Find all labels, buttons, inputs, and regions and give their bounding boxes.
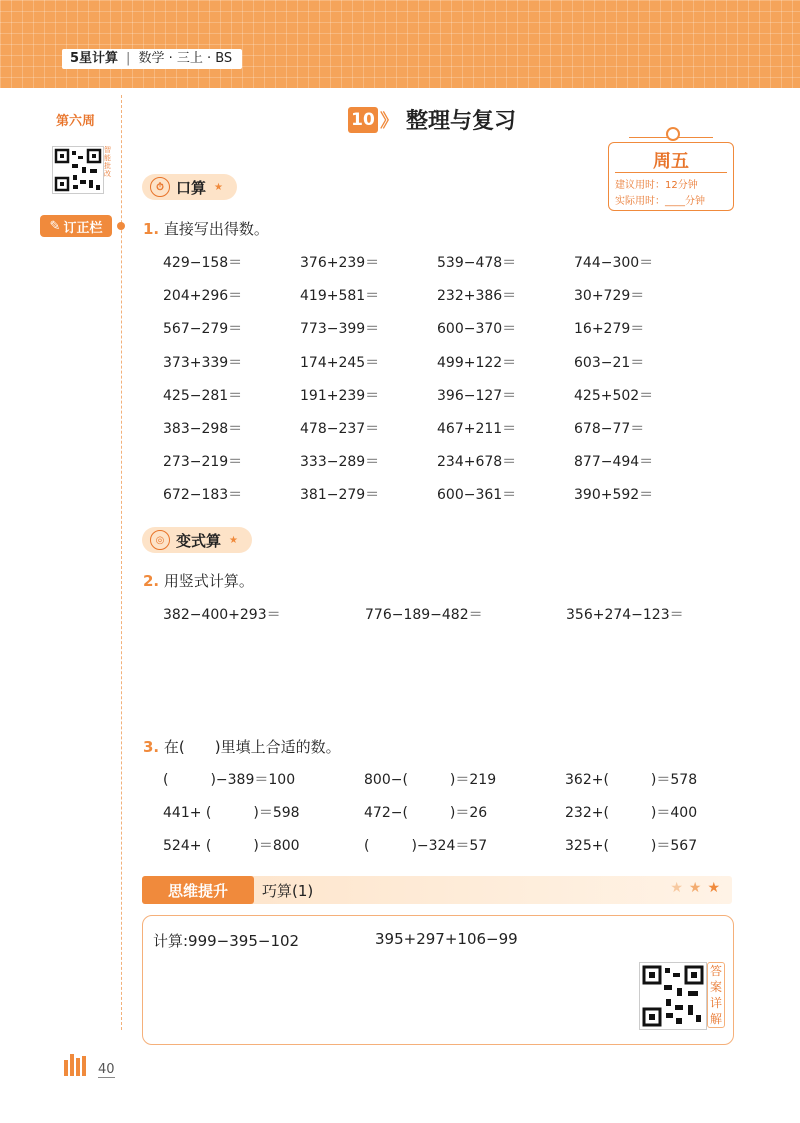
star-icon: ★ <box>214 181 223 193</box>
oral-calc-item: 478−237＝ <box>300 421 380 437</box>
thinking-box <box>142 915 734 1045</box>
thinking-tag: 思维提升 <box>142 876 254 904</box>
oral-calc-item: 383−298＝ <box>163 421 243 437</box>
day-name: 周五 <box>653 151 689 172</box>
fill-blank-item[interactable]: ( )−324＝57 <box>364 838 488 854</box>
question-1-text: 直接写出得数。 <box>163 220 269 238</box>
hanger-pin-icon <box>666 127 680 141</box>
series-name: 5星计算 <box>70 51 119 66</box>
day-card-divider <box>615 172 727 173</box>
question-2-text: 用竖式计算。 <box>163 572 254 590</box>
stopwatch-icon: ⏱ <box>150 177 170 197</box>
oral-calc-item: 174+245＝ <box>300 354 380 371</box>
section-oral <box>142 174 237 200</box>
answer-label: 答案详解 <box>707 962 725 1028</box>
fill-blank-item[interactable]: 325+( )＝567 <box>565 838 698 854</box>
question-2-number: 2. <box>143 572 160 590</box>
oral-calc-item: 191+239＝ <box>300 387 380 404</box>
page-number: 40 <box>98 1062 115 1077</box>
fill-blank-item[interactable]: ( )−389＝100 <box>163 772 296 788</box>
thinking-problem-2: 395+297+106−99 <box>375 930 518 948</box>
suggested-time: 建议用时：12分钟 <box>615 180 698 191</box>
question-3-text: 在( )里填上合适的数。 <box>163 738 341 756</box>
pencil-icon: ✎ <box>49 218 61 234</box>
subject-label: 数学 · 三上 · BS <box>138 51 233 66</box>
question-2 <box>143 570 254 591</box>
thinking-problem-1: 计算:999−395−102 <box>153 932 300 950</box>
oral-calc-item: 429−158＝ <box>163 255 243 271</box>
day-card <box>608 142 734 211</box>
question-1-number: 1. <box>143 220 160 238</box>
target-icon: ◎ <box>150 530 170 550</box>
star-icon: ★ <box>229 534 238 546</box>
thinking-header <box>142 876 732 904</box>
oral-calc-item: 333−289＝ <box>300 454 380 471</box>
header-separator: | <box>126 51 131 66</box>
oral-calc-item: 234+678＝ <box>437 454 517 471</box>
fill-blank-item[interactable]: 232+( )＝400 <box>565 805 698 821</box>
vertical-calc-item: 382−400+293＝ <box>163 607 281 623</box>
oral-calc-item: 273−219＝ <box>163 454 243 471</box>
oral-calc-item: 600−361＝ <box>437 487 517 504</box>
lesson-title-text: 整理与复习 <box>406 109 517 134</box>
fill-blank-item[interactable]: 441+ ( )＝598 <box>163 805 300 821</box>
oral-calc-item: 744−300＝ <box>574 255 654 271</box>
difficulty-stars-icon: ★★★ <box>670 880 726 896</box>
question-1 <box>143 218 269 239</box>
oral-calc-item: 390+592＝ <box>574 487 654 504</box>
oral-calc-item: 30+729＝ <box>574 288 645 305</box>
margin-dot <box>117 222 125 230</box>
oral-calc-item: 672−183＝ <box>163 487 243 504</box>
margin-divider <box>121 95 122 1030</box>
question-3-number: 3. <box>143 738 160 756</box>
question-3 <box>143 736 341 757</box>
fill-blank-item[interactable]: 524+ ( )＝800 <box>163 838 300 854</box>
lesson-number: 10 <box>348 107 378 133</box>
oral-calc-item: 773−399＝ <box>300 321 380 338</box>
correction-tag <box>40 215 112 237</box>
oral-calc-item: 425−281＝ <box>163 387 243 404</box>
oral-calc-item: 16+279＝ <box>574 321 645 338</box>
vertical-calc-item: 776−189−482＝ <box>365 607 483 623</box>
header-band <box>0 0 800 88</box>
lesson-title <box>348 104 516 135</box>
oral-calc-item: 600−370＝ <box>437 321 517 338</box>
correction-label: 订正栏 <box>63 220 103 236</box>
oral-calc-item: 603−21＝ <box>574 354 645 371</box>
oral-calc-item: 204+296＝ <box>163 288 243 305</box>
oral-calc-item: 539−478＝ <box>437 255 517 271</box>
section-variant-label: 变式算 <box>176 531 222 550</box>
oral-calc-item: 467+211＝ <box>437 421 517 437</box>
oral-calc-item: 419+581＝ <box>300 288 380 305</box>
week-label: 第六周 <box>56 114 96 129</box>
fill-blank-item[interactable]: 800−( )＝219 <box>364 772 497 788</box>
oral-calc-item: 376+239＝ <box>300 255 380 271</box>
fill-blank-item[interactable]: 472−( )＝26 <box>364 805 488 821</box>
oral-calc-item: 232+386＝ <box>437 288 517 305</box>
oral-calc-item: 678−77＝ <box>574 421 645 437</box>
oral-calc-item: 499+122＝ <box>437 354 517 371</box>
thinking-topic: 巧算(1) <box>262 882 314 900</box>
answer-qr-icon[interactable] <box>639 962 707 1030</box>
section-oral-label: 口算 <box>176 178 207 197</box>
book-stack-icon <box>64 1054 86 1076</box>
oral-calc-item: 396−127＝ <box>437 387 517 404</box>
chevron-right-icon: 》 <box>380 110 398 132</box>
section-variant <box>142 527 252 553</box>
oral-calc-item: 373+339＝ <box>163 354 243 371</box>
oral-calc-item: 567−279＝ <box>163 321 243 338</box>
header-label <box>62 49 242 69</box>
vertical-calc-item: 356+274−123＝ <box>566 607 684 623</box>
oral-calc-item: 381−279＝ <box>300 487 380 504</box>
oral-calc-item: 425+502＝ <box>574 387 654 404</box>
qr-caption: 智能批改 <box>104 146 111 178</box>
oral-calc-item: 877−494＝ <box>574 454 654 471</box>
actual-time: 实际用时：____分钟 <box>615 196 705 207</box>
fill-blank-item[interactable]: 362+( )＝578 <box>565 772 698 788</box>
qr-code-icon[interactable] <box>52 146 104 194</box>
